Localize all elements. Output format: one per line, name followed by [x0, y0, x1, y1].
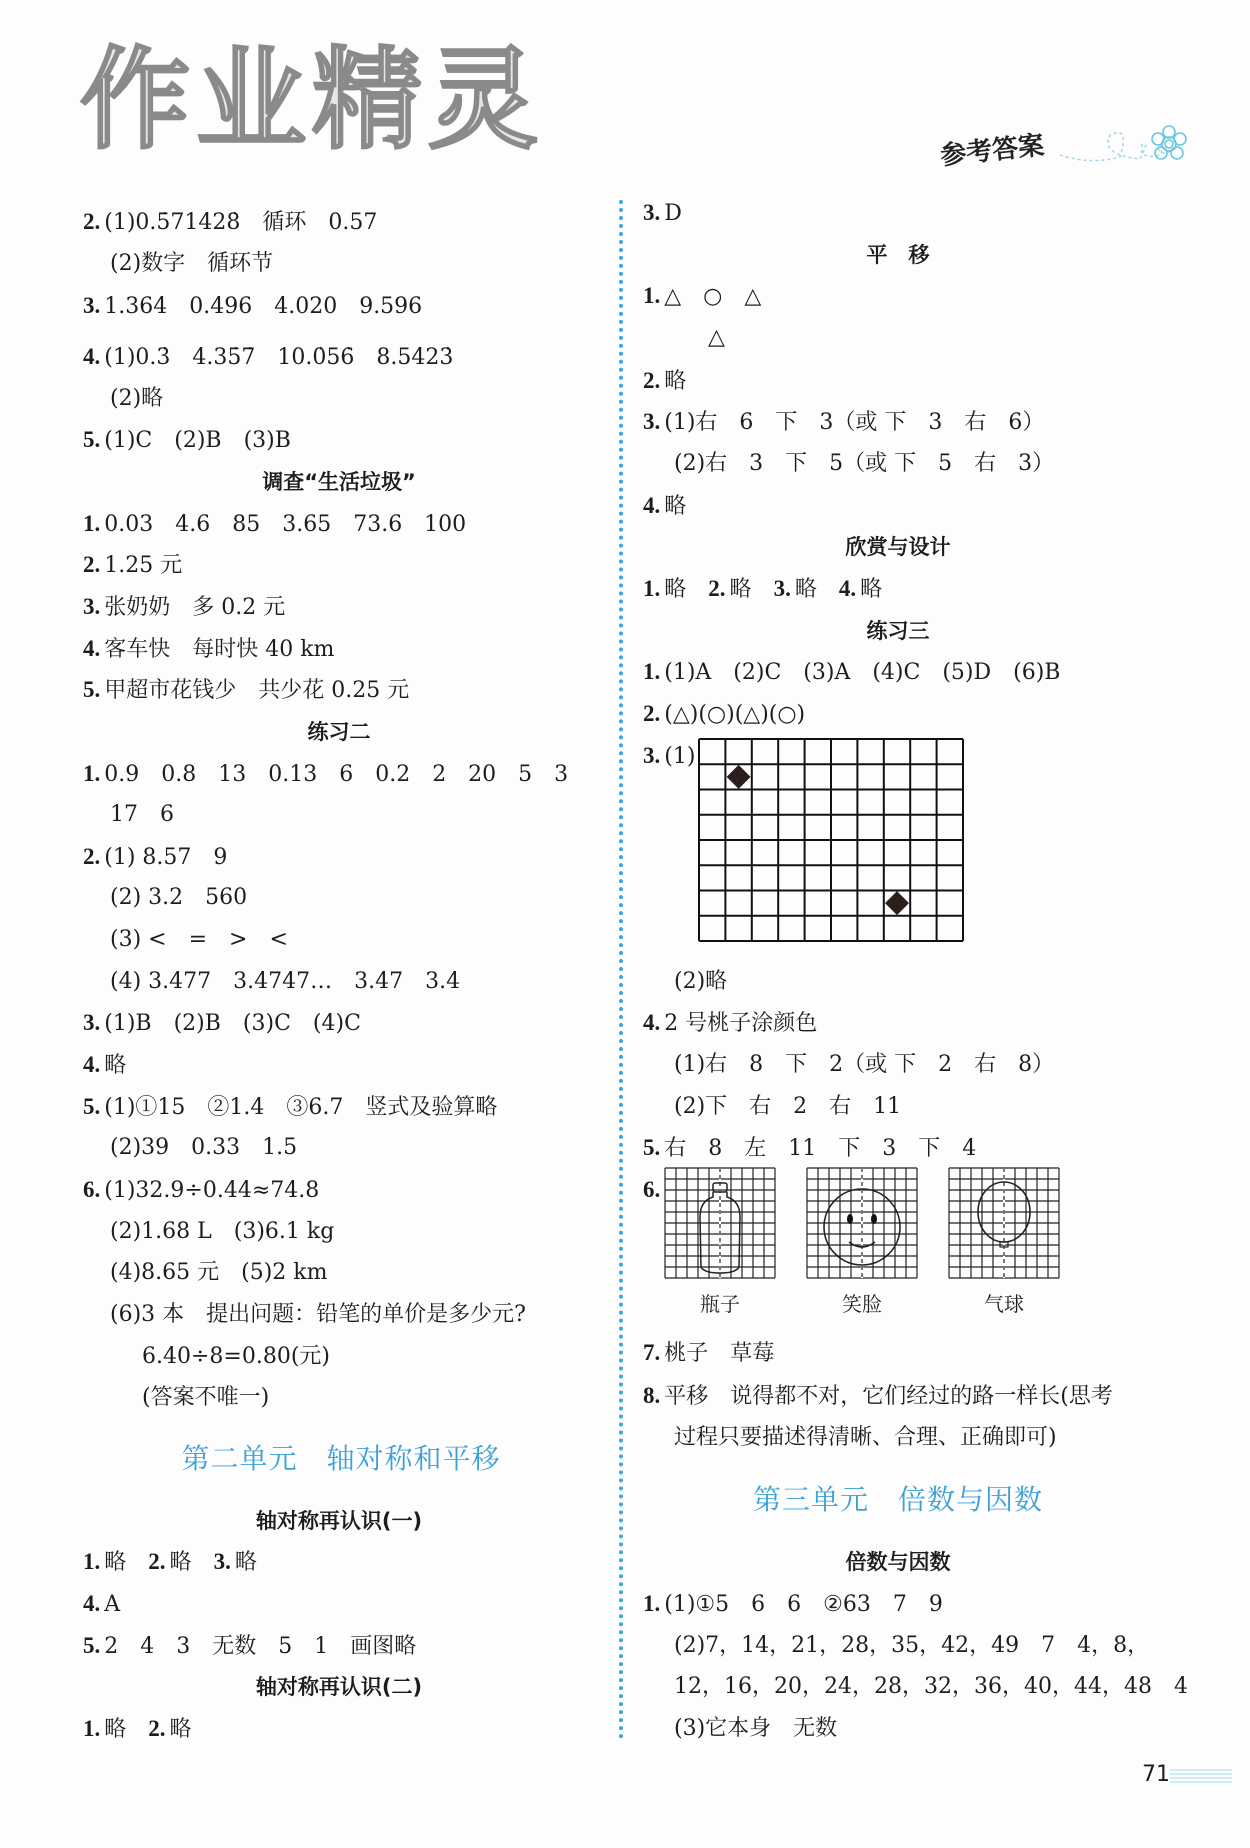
answer-line: 3. 张奶奶 多 0.2 元: [83, 594, 286, 620]
answer-line: 2. (1)0.5̇71428̇ 循环 0.57: [83, 209, 378, 235]
figure-caption: 气球: [984, 1292, 1024, 1316]
answer-line: 7. 桃子 草莓: [643, 1340, 775, 1366]
answer-line: 5. (1)①15 ②1.4 ③6.7 竖式及验算略: [83, 1094, 498, 1120]
answer-line: 3. 1.364 0.496 4.020 9.596: [83, 293, 423, 319]
answer-line: (2)7，14，21，28，35，42，49 7 4，8，: [674, 1633, 1150, 1658]
answer-line: 5. 甲超市花钱少 共少花 0.25 元: [83, 677, 410, 703]
smiley-figure: [806, 1167, 918, 1279]
answer-line: (2)数字 循环节: [110, 251, 274, 276]
answer-line: (4) 3.477 3.4747… 3.47 3.4: [110, 969, 461, 994]
diamond-marker: [727, 765, 751, 789]
answer-line: (2)下 右 2 右 11: [674, 1094, 902, 1119]
answer-line: 4. A: [83, 1591, 121, 1617]
answer-line: (1)右 8 下 2（或 下 2 右 8）: [674, 1052, 1055, 1077]
answer-line: △: [708, 325, 725, 350]
answer-line: 4. 客车快 每时快 40 km: [83, 636, 335, 662]
answer-line: 2. 1.25 元: [83, 552, 183, 578]
answer-line: (2)略: [110, 386, 164, 411]
section-heading: 轴对称再认识(一): [255, 1509, 423, 1533]
unit-heading: 第三单元 倍数与因数: [752, 1483, 1044, 1516]
answer-line: 过程只要描述得清晰、合理、正确即可): [674, 1425, 1057, 1450]
column-divider: [619, 200, 623, 1740]
eye: [847, 1214, 853, 1224]
section-heading: 调查“生活垃圾”: [262, 470, 416, 494]
answer-line: 3. (1)B (2)B (3)C (4)C: [83, 1010, 361, 1036]
answer-line: 1. 略 2. 略 3. 略: [83, 1549, 257, 1575]
answer-line: 3. D: [643, 200, 682, 226]
section-heading: 练习二: [307, 720, 371, 744]
flower-icon: [1148, 124, 1190, 164]
balloon-figure: [948, 1167, 1060, 1279]
answer-line: 12，16，20，24，28，32，36，40，44，48 4: [674, 1674, 1188, 1699]
answer-line: (2)1.68 L (3)6.1 kg: [110, 1219, 335, 1244]
answer-line: 5. 2 4 3 无数 5 1 画图略: [83, 1633, 417, 1659]
bottle-figure: [664, 1167, 776, 1279]
answer-line: 4. (1)0.3̇ 4.35̇7̇ 10.0̇56̇ 8.54̇23̇: [83, 344, 454, 370]
answer-line: 2. (△)(○)(△)(○): [643, 701, 806, 727]
answer-line: (2)略: [674, 969, 728, 994]
answer-line: (6)3 本 提出问题：铅笔的单价是多少元?: [110, 1302, 526, 1327]
figure-caption: 笑脸: [842, 1292, 882, 1316]
answer-line: (2) 3.2 560: [110, 885, 248, 910]
section-heading: 平 移: [866, 243, 930, 267]
page-number-decoration: [1170, 1767, 1232, 1783]
page-number: 71: [1142, 1762, 1170, 1787]
answer-line: (2)39 0.33 1.5: [110, 1135, 298, 1160]
square-grid-figure: [698, 738, 966, 944]
answer-line: 3. (1)右 6 下 3（或 下 3 右 6）: [643, 409, 1045, 435]
section-heading: 欣赏与设计: [845, 535, 951, 559]
answer-line: 1. 略 2. 略 3. 略 4. 略: [643, 576, 883, 602]
answer-line: 5. 右 8 左 11 下 3 下 4: [643, 1135, 977, 1161]
page-title: 参考答案: [938, 130, 1046, 172]
answer-line: 8. 平移 说得都不对，它们经过的路一样长(思考: [643, 1383, 1113, 1409]
eye: [871, 1214, 877, 1224]
answer-line: (答案不唯一): [142, 1385, 270, 1410]
answer-line: 6.: [643, 1177, 661, 1202]
answer-line: 4. 略: [83, 1052, 127, 1078]
answer-line: (3) < = > <: [110, 927, 288, 952]
answer-line: 1. 0.9 0.8 13 0.13 6 0.2 2 20 5 3: [83, 761, 569, 787]
watermark: 作业精灵: [80, 36, 544, 164]
answer-line: 2. 略: [643, 368, 687, 394]
answer-line: (4)8.65 元 (5)2 km: [110, 1260, 328, 1285]
answer-line: 1. (1)①5 6 6 ②63 7 9: [643, 1591, 943, 1617]
answer-line: 1. △ ○ △: [643, 283, 762, 309]
answer-line: 5. (1)C (2)B (3)B: [83, 427, 291, 453]
answer-line: (3)它本身 无数: [674, 1716, 838, 1741]
section-heading: 练习三: [866, 619, 930, 643]
answer-line: 3. (1): [643, 743, 696, 769]
figure-caption: 瓶子: [700, 1292, 740, 1316]
answer-line: 1. 略 2. 略: [83, 1716, 192, 1742]
section-heading: 倍数与因数: [845, 1550, 951, 1574]
unit-heading: 第二单元 轴对称和平移: [181, 1442, 501, 1475]
answer-line: (2)右 3 下 5（或 下 5 右 3）: [674, 451, 1055, 476]
answer-line: 6.40÷8=0.80(元): [142, 1344, 330, 1369]
answer-line: 2. (1) 8.57 9: [83, 844, 228, 870]
answer-line: 17 6: [110, 802, 174, 827]
answer-line: 6. (1)32.9÷0.44≈74.8: [83, 1177, 320, 1203]
answer-line: 4. 略: [643, 493, 687, 519]
section-heading: 轴对称再认识(二): [255, 1675, 423, 1699]
answer-line: 1. 0.03 4.6 85 3.65 73.6 100: [83, 511, 467, 537]
answer-line: 4. 2 号桃子涂颜色: [643, 1010, 818, 1036]
diamond-marker: [885, 891, 909, 915]
answer-line: 1. (1)A (2)C (3)A (4)C (5)D (6)B: [643, 659, 1061, 685]
